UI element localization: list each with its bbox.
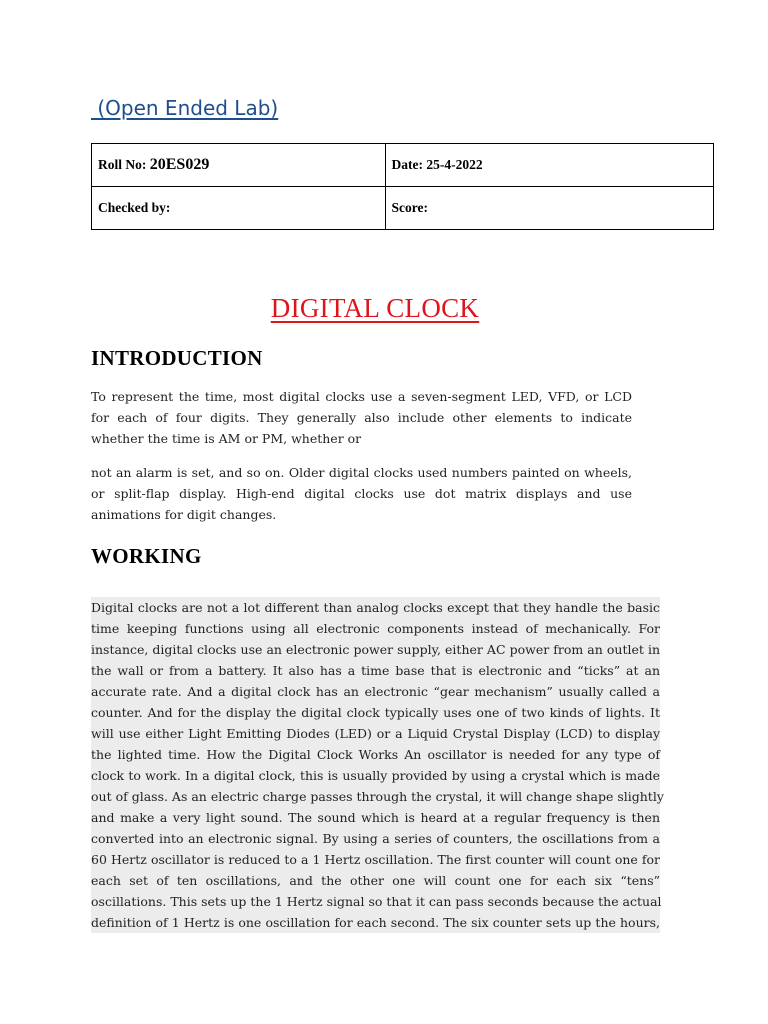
introduction-paragraph-1: To represent the time, most digital clocks use a seven-segment LED, VFD, or LCD for each of four digits. They generally also include other elements to indicate whether the time is AM or PM, whether or	[91, 389, 632, 446]
working-heading: WORKING	[91, 544, 202, 568]
roll-cell	[92, 144, 386, 187]
working-line: out of glass. As an electric charge passes through the crystal, it will change shape slightly	[91, 786, 660, 807]
info-table	[91, 143, 714, 230]
working-line: accurate rate. And a digital clock has an electronic “gear mechanism” usually called a	[91, 681, 660, 702]
working-line: definition of 1 Hertz is one oscillation for each second. The six counter sets up the hours,	[91, 912, 660, 933]
working-line: instance, digital clocks use an electronic power supply, either AC power from an outlet in	[91, 639, 660, 660]
working-paragraph	[91, 597, 664, 933]
working-line: counter. And for the display the digital clock typically uses one of two kinds of lights. It	[91, 702, 660, 723]
working-line: clock to work. In a digital clock, this is usually provided by using a crystal which is made	[91, 765, 660, 786]
score-cell	[385, 187, 713, 230]
working-line: 60 Hertz oscillator is reduced to a 1 Hertz oscillation. The first counter will count one for	[91, 849, 660, 870]
roll-label: Roll No:	[98, 157, 150, 172]
lab-title: (Open Ended Lab)	[91, 96, 279, 120]
table-row	[92, 187, 714, 230]
checked-by-label: Checked by:	[98, 200, 171, 215]
working-line: converted into an electronic signal. By using a series of counters, the oscillations from a	[91, 828, 660, 849]
working-line: each set of ten oscillations, and the other one will count one for each six “tens”	[91, 870, 660, 891]
working-line: and make a very light sound. The sound which is heard at a regular frequency is then	[91, 807, 660, 828]
working-line: Digital clocks are not a lot different than analog clocks except that they handle the basic	[91, 597, 660, 618]
date-label: Date: 25-4-2022	[391, 157, 483, 172]
table-row	[92, 144, 714, 187]
working-line: will use either Light Emitting Diodes (LED) or a Liquid Crystal Display (LCD) to display	[91, 723, 660, 744]
introduction-heading: INTRODUCTION	[91, 346, 263, 370]
working-line: the wall or from a battery. It also has a time base that is electronic and “ticks” at an	[91, 660, 660, 681]
working-line: the lighted time. How the Digital Clock Works An oscillator is needed for any type of	[91, 744, 660, 765]
working-line: time keeping functions using all electronic components instead of mechanically. For	[91, 618, 660, 639]
roll-value: 20ES029	[149, 156, 210, 173]
introduction-paragraph-2: not an alarm is set, and so on. Older digital clocks used numbers painted on wheels, or split-flap display. High-end digital clocks use dot matrix displays and use animations for digit changes.	[91, 465, 632, 522]
working-line: oscillations. This sets up the 1 Hertz signal so that it can pass seconds because the actual	[91, 891, 660, 912]
date-cell	[385, 144, 713, 187]
score-label: Score:	[391, 200, 429, 215]
document-title: DIGITAL CLOCK	[270, 293, 480, 323]
checked-cell	[92, 187, 386, 230]
